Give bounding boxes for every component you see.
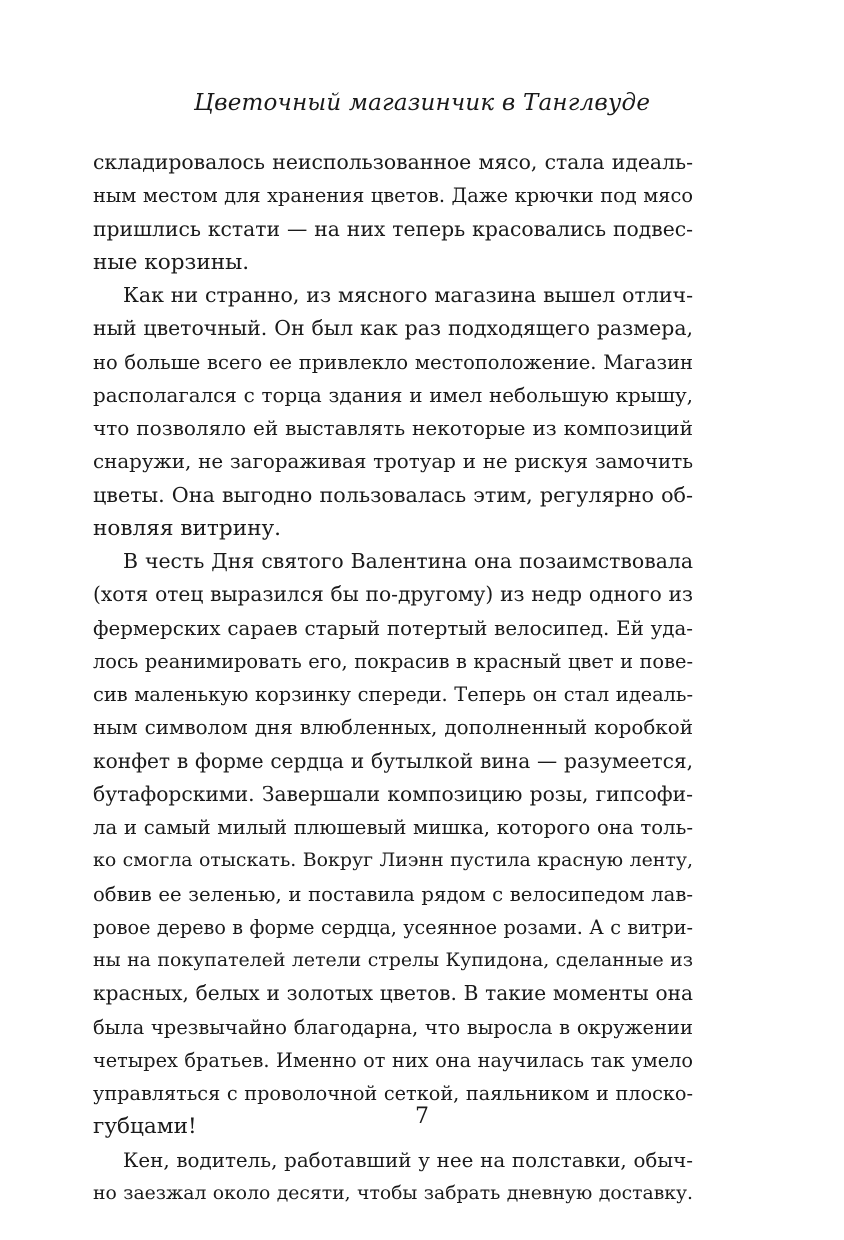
page-number: 7	[415, 1104, 429, 1129]
text-line: ным местом для хранения цветов. Даже крючки под мясо	[93, 184, 693, 208]
text-line: четырех братьев. Именно от них она научилась так умело	[93, 1048, 693, 1072]
running-header: Цветочный магазинчик в Танглвуде	[193, 90, 651, 116]
text-line: В честь Дня святого Валентина она позаимствовала	[123, 549, 693, 573]
text-line: снаружи, не загораживая тротуар и не рискуя замочить	[93, 450, 693, 474]
text-line: новляя витрину.	[93, 515, 282, 541]
text-line: ко смогла отыскать. Вокруг Лиэнн пустила красную ленту,	[93, 849, 693, 872]
text-line: лось реанимировать его, покрасив в красный цвет и пове-	[93, 649, 693, 673]
text-line: ны на покупателей летели стрелы Купидона, сделанные из	[93, 949, 693, 971]
text-line: складировалось неиспользованное мясо, стала идеаль-	[93, 150, 693, 174]
text-line: была чрезвычайно благодарна, что выросла в окружении	[93, 1015, 693, 1039]
text-line: располагался с торца здания и имел небольшую крышу,	[93, 383, 693, 407]
paragraph	[93, 545, 693, 1144]
text-line: управляться с проволочной сеткой, паяльником и плоско-	[93, 1082, 693, 1105]
paragraph	[93, 1144, 693, 1211]
text-line: что позволяло ей выставлять некоторые из композиций	[93, 416, 693, 440]
text-line: красных, белых и золотых цветов. В такие моменты она	[93, 981, 693, 1006]
text-line: Как ни странно, из мясного магазина вышел отлич-	[123, 283, 693, 307]
text-line: Кен, водитель, работавший у нее на полставки, обыч-	[123, 1148, 693, 1172]
text-line: бутафорскими. Завершали композицию розы, гипсофи-	[93, 781, 693, 806]
text-line: пришлись кстати — на них теперь красовались подвес-	[93, 216, 693, 241]
text-line: ные корзины.	[93, 249, 250, 275]
text-line: обвив ее зеленью, и поставила рядом с велосипедом лав-	[93, 882, 693, 906]
paragraph	[93, 279, 693, 545]
text-line: ным символом дня влюбленных, дополненный коробкой	[93, 716, 693, 740]
body-text	[93, 146, 693, 1210]
text-line: ровое дерево в форме сердца, усеянное розами. А с витри-	[93, 915, 693, 939]
text-line: цветы. Она выгодно пользовалась этим, регулярно об-	[93, 482, 693, 507]
text-line: ла и самый милый плюшевый мишка, которого она толь-	[93, 816, 693, 839]
text-line: сив маленькую корзинку спереди. Теперь он стал идеаль-	[93, 683, 693, 706]
text-line: губцами!	[93, 1114, 197, 1140]
paragraph	[93, 146, 693, 279]
text-line: но заезжал около десяти, чтобы забрать дневную доставку.	[93, 1182, 693, 1204]
text-line: но больше всего ее привлекло местоположение. Магазин	[93, 350, 693, 374]
text-line: (хотя отец выразился бы по-другому) из недр одного из	[93, 582, 693, 607]
text-line: конфет в форме сердца и бутылкой вина — разумеется,	[93, 748, 693, 773]
text-line: фермерских сараев старый потертый велосипед. Ей уда-	[93, 616, 693, 640]
text-line: ный цветочный. Он был как раз подходящего размера,	[93, 316, 693, 341]
